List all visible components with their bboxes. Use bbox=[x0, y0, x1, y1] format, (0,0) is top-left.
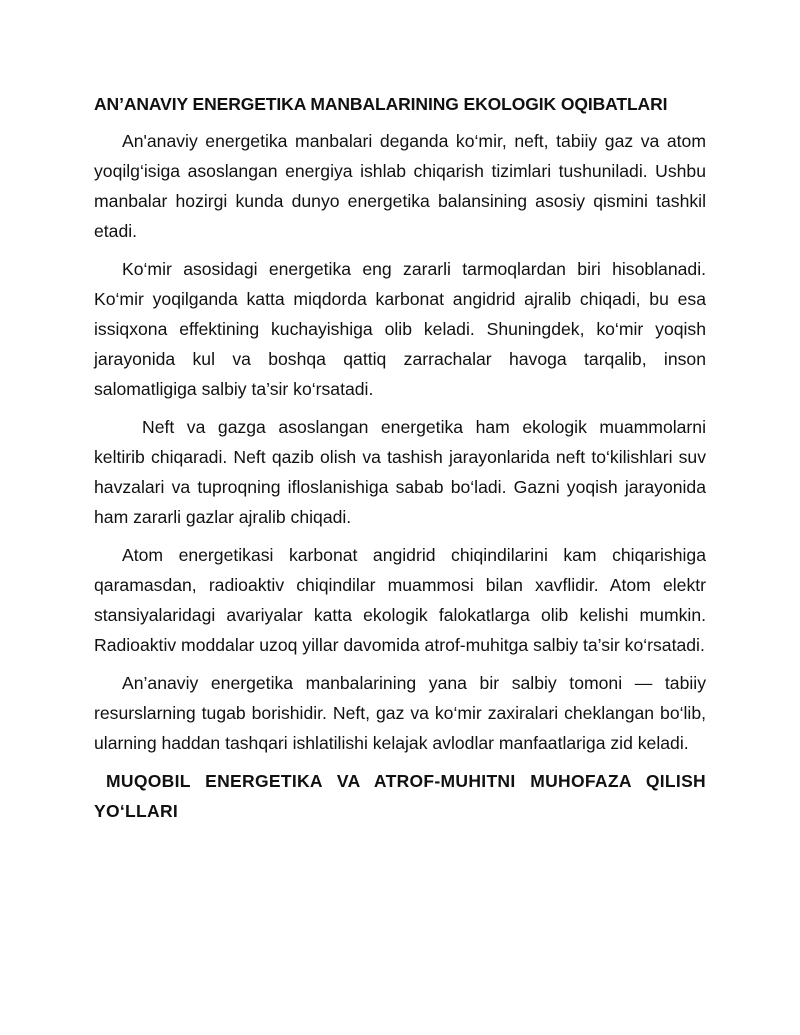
document-page bbox=[94, 93, 706, 837]
paragraph-oil-gas: Neft va gazga asoslangan energetika ham ekologik muammolarni keltirib chiqaradi. Neft qazib olish va tashish jarayonlarida neft to‘kilishlari suv havzalari va tuproqning ifloslanishiga sabab bo‘ladi. Gazni yoqish jarayonida ham zararli gazlar ajralib chiqadi. bbox=[94, 417, 706, 527]
paragraph-definition: An'anaviy energetika manbalari deganda ko‘mir, neft, tabiiy gaz va atom yoqilg‘isiga asoslangan energiya ishlab chiqarish tizimlari tushuniladi. Ushbu manbalar hozirgi kunda dunyo energetika balansining asosiy qismini tashkil etadi. bbox=[94, 131, 706, 241]
paragraph-resources: An’anaviy energetika manbalarining yana bir salbiy tomoni — tabiiy resurslarning tugab borishidir. Neft, gaz va ko‘mir zaxiralari cheklangan bo‘lib, ularning haddan tashqari ishlatilishi kelajak avlodlar manfaatlariga zid keladi. bbox=[94, 673, 706, 753]
paragraph-coal: Ko‘mir asosidagi energetika eng zararli tarmoqlardan biri hisoblanadi. Ko‘mir yoqilganda katta miqdorda karbonat angidrid ajralib chiqadi, bu esa issiqxona effektining kuchayishiga olib keladi. Shuningdek, ko‘mir yoqish jarayonida kul va boshqa qattiq zarrachalar havoga tarqalib, inson salomatligiga salbiy ta’sir ko‘rsatadi. bbox=[94, 259, 706, 399]
section-heading-alternative-energy: MUQOBIL ENERGETIKA VA ATROF-MUHITNI MUHOFAZA QILISH YO‘LLARI bbox=[94, 771, 706, 821]
section-heading-ecological-consequences: AN’ANAVIY ENERGETIKA MANBALARINING EKOLOGIK OQIBATLARI bbox=[94, 94, 668, 114]
paragraph-nuclear: Atom energetikasi karbonat angidrid chiqindilarini kam chiqarishiga qaramasdan, radioaktiv chiqindilar muammosi bilan xavflidir. Atom elektr stansiyalaridagi avariyalar katta ekologik falokatlarga olib kelishi mumkin. Radioaktiv moddalar uzoq yillar davomida atrof-muhitga salbiy ta’sir ko‘rsatadi. bbox=[94, 545, 706, 655]
